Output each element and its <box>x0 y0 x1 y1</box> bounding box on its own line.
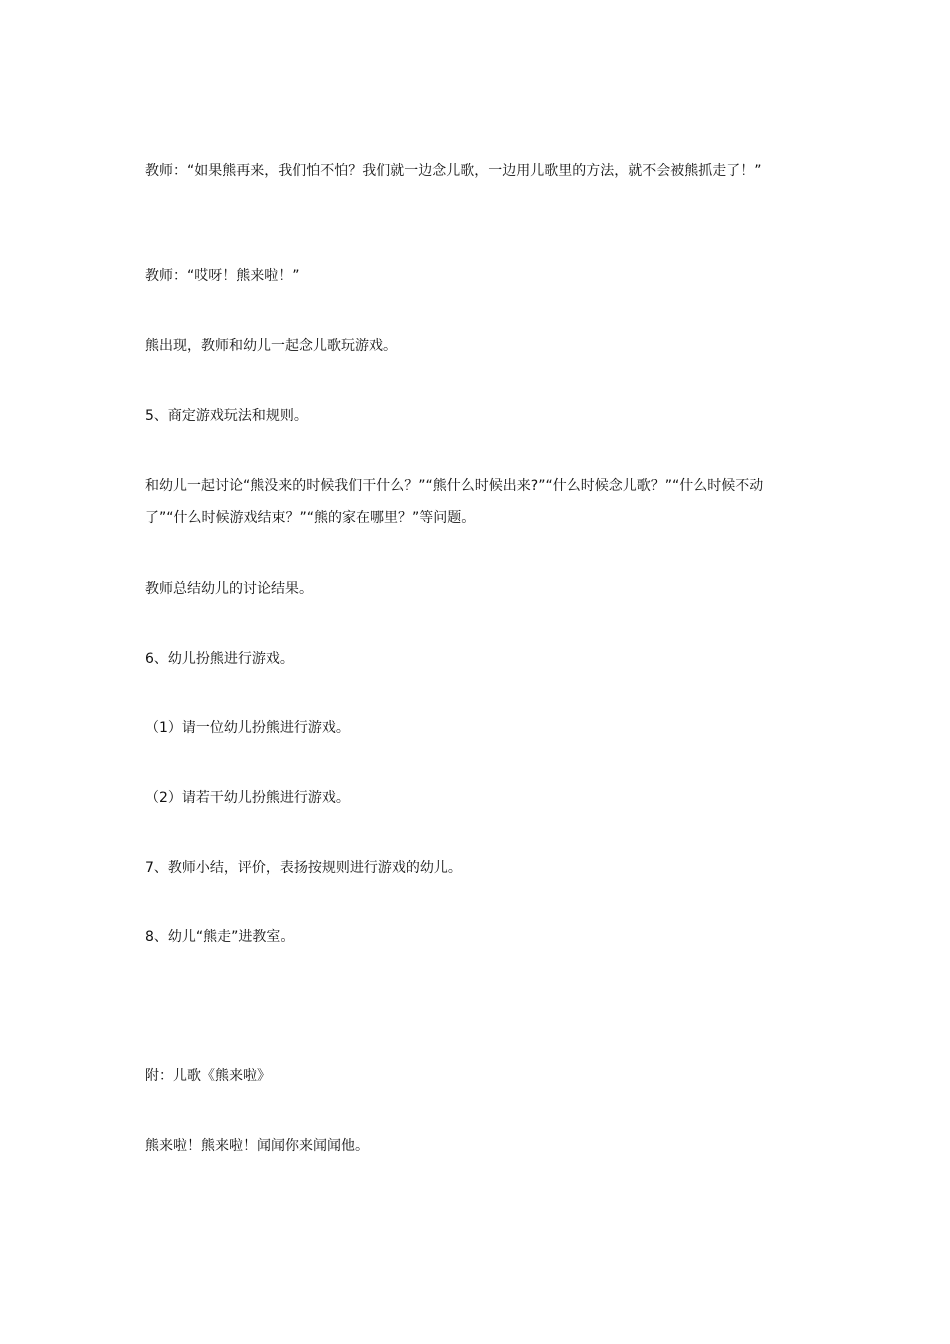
heading-step-7: 7、教师小结，评价，表扬按规则进行游戏的幼儿。 <box>145 860 462 876</box>
paragraph-bear-appears: 熊出现，教师和幼儿一起念儿歌玩游戏。 <box>145 338 397 354</box>
heading-step-6: 6、幼儿扮熊进行游戏。 <box>145 651 294 667</box>
heading-step-5: 5、商定游戏玩法和规则。 <box>145 408 308 424</box>
appendix-song-title: 附：儿歌《熊来啦》 <box>145 1068 271 1084</box>
list-item-several-children: （2）请若干幼儿扮熊进行游戏。 <box>145 790 350 806</box>
song-line-1: 熊来啦！熊来啦！闻闻你来闻闻他。 <box>145 1138 369 1154</box>
paragraph-teacher-bear-return: 教师：“如果熊再来，我们怕不怕？我们就一边念儿歌，一边用儿歌里的方法，就不会被熊抓走了！” <box>145 163 762 179</box>
list-item-one-child: （1）请一位幼儿扮熊进行游戏。 <box>145 720 350 736</box>
paragraph-teacher-summary: 教师总结幼儿的讨论结果。 <box>145 581 313 597</box>
paragraph-teacher-bear-coming: 教师：“哎呀！熊来啦！” <box>145 268 300 284</box>
heading-step-8: 8、幼儿“熊走”进教室。 <box>145 929 295 945</box>
paragraph-discussion: 和幼儿一起讨论“熊没来的时候我们干什么？”“熊什么时候出来?”“什么时候念儿歌？”“什么时候不动了”“什么时候游戏结束？”“熊的家在哪里？”等问题。 <box>145 478 764 526</box>
